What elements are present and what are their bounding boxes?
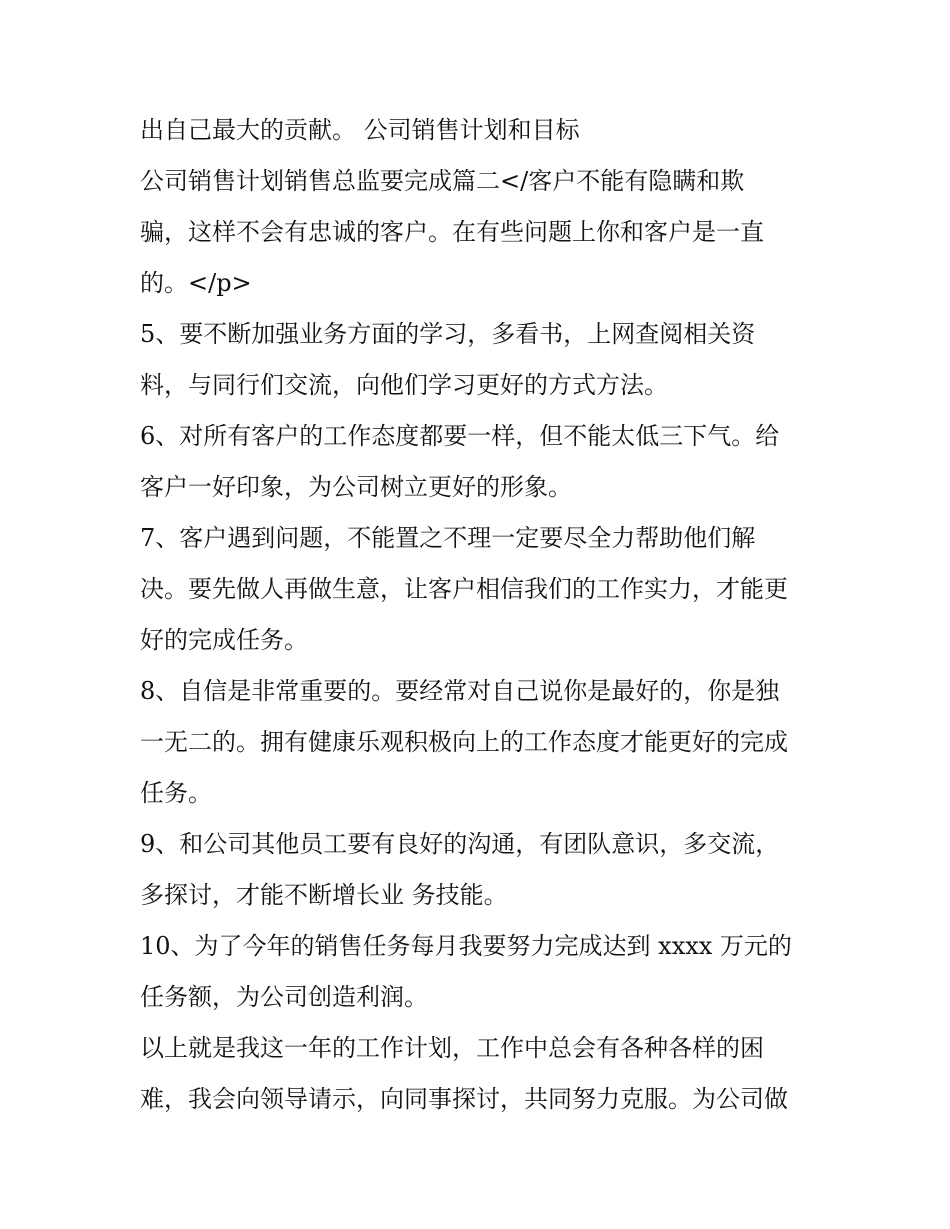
text-line: 一无二的。拥有健康乐观积极向上的工作态度才能更好的完成 xyxy=(140,728,788,756)
text-line: 10、为了今年的销售任务每月我要努力完成达到 xxxx 万元的 xyxy=(140,932,792,960)
document-body xyxy=(140,108,830,1128)
text-line: 7、客户遇到问题，不能置之不理一定要尽全力帮助他们解 xyxy=(140,524,756,552)
text-line: 8、自信是非常重要的。要经常对自己说你是最好的，你是独 xyxy=(140,677,780,705)
text-line: 骗，这样不会有忠诚的客户。在有些问题上你和客户是一直 xyxy=(140,218,764,246)
text-line: 6、对所有客户的工作态度都要一样，但不能太低三下气。给 xyxy=(140,422,780,450)
text-line: 客户一好印象，为公司树立更好的形象。 xyxy=(140,473,572,501)
text-line: 的。</p> xyxy=(140,269,252,297)
text-line: 任务额，为公司创造利润。 xyxy=(140,983,428,1011)
text-line: 以上就是我这一年的工作计划，工作中总会有各种各样的困 xyxy=(140,1034,764,1062)
text-line: 难，我会向领导请示，向同事探讨，共同努力克服。为公司做 xyxy=(140,1085,788,1113)
text-line: 决。要先做人再做生意，让客户相信我们的工作实力，才能更 xyxy=(140,575,788,603)
text-line: 任务。 xyxy=(140,779,212,807)
text-line: 9、和公司其他员工要有良好的沟通，有团队意识，多交流， xyxy=(140,830,780,858)
text-line: 出自己最大的贡献。 公司销售计划和目标 xyxy=(140,116,580,144)
text-line: 公司销售计划销售总监要完成篇二</客户不能有隐瞒和欺 xyxy=(140,167,745,195)
text-line: 多探讨，才能不断增长业 务技能。 xyxy=(140,881,508,909)
text-line: 好的完成任务。 xyxy=(140,626,308,654)
text-line: 料，与同行们交流，向他们学习更好的方式方法。 xyxy=(140,371,668,399)
text-line: 5、要不断加强业务方面的学习，多看书，上网查阅相关资 xyxy=(140,320,756,348)
